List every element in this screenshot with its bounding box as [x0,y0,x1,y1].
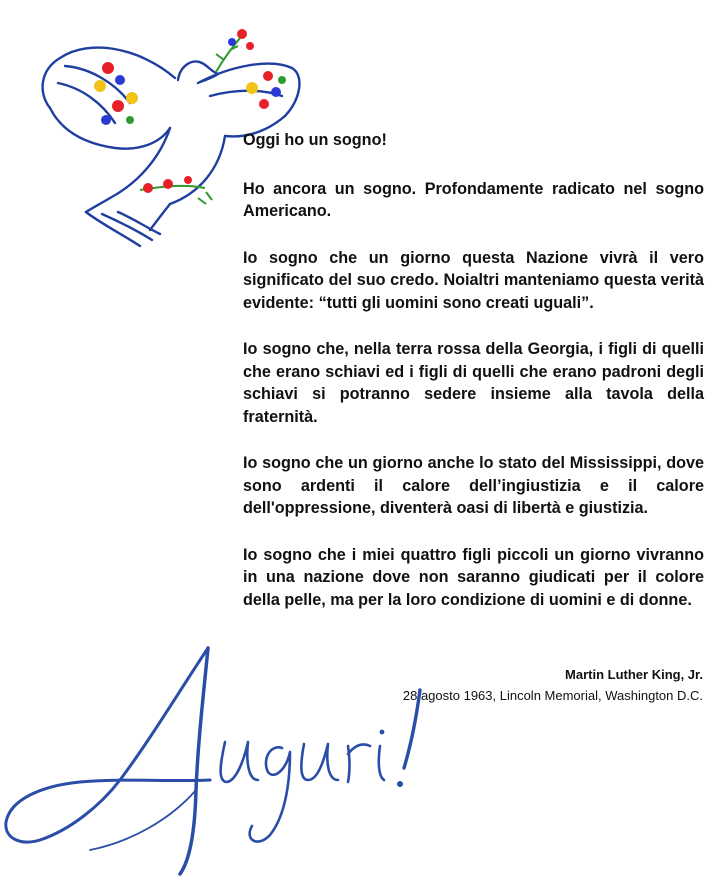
author-name: Martin Luther King, Jr. [565,667,703,682]
speech-paragraph: Io sogno che un giorno anche lo stato del Mississippi, dove sono ardenti il calore dell’ingiustizia e il calore dell'oppressione, diventerà oasi di libertà e giustizia. [243,454,704,517]
speech-paragraph: Ho ancora un sogno. Profondamente radicato nel sogno Americano. [243,179,704,220]
speech-paragraph: Io sogno che un giorno questa Nazione vivrà il vero significato del suo credo. Noialtri manteniamo questa verità evidente: “tutti gli uomini sono creati uguali”. [243,248,704,312]
speech-paragraph: Io sogno che i miei quattro figli piccoli un giorno vivranno in una nazione dove non saranno giudicati per il colore della pelle, ma per la loro condizione di uomini e di donne. [243,545,704,609]
auguri-calligraphy [0,630,460,880]
speech-paragraph: Io sogno che, nella terra rossa della Georgia, i figli di quelli che erano schiavi ed i figli di quelli che erano padroni degli schiavi si potranno sedere insieme alla tavola della fraternità. [243,340,704,426]
speech-title: Oggi ho un sogno! [243,131,387,149]
speech-date-place: 28 agosto 1963, Lincoln Memorial, Washington D.C. [402,688,703,703]
speech-text [243,129,704,635]
